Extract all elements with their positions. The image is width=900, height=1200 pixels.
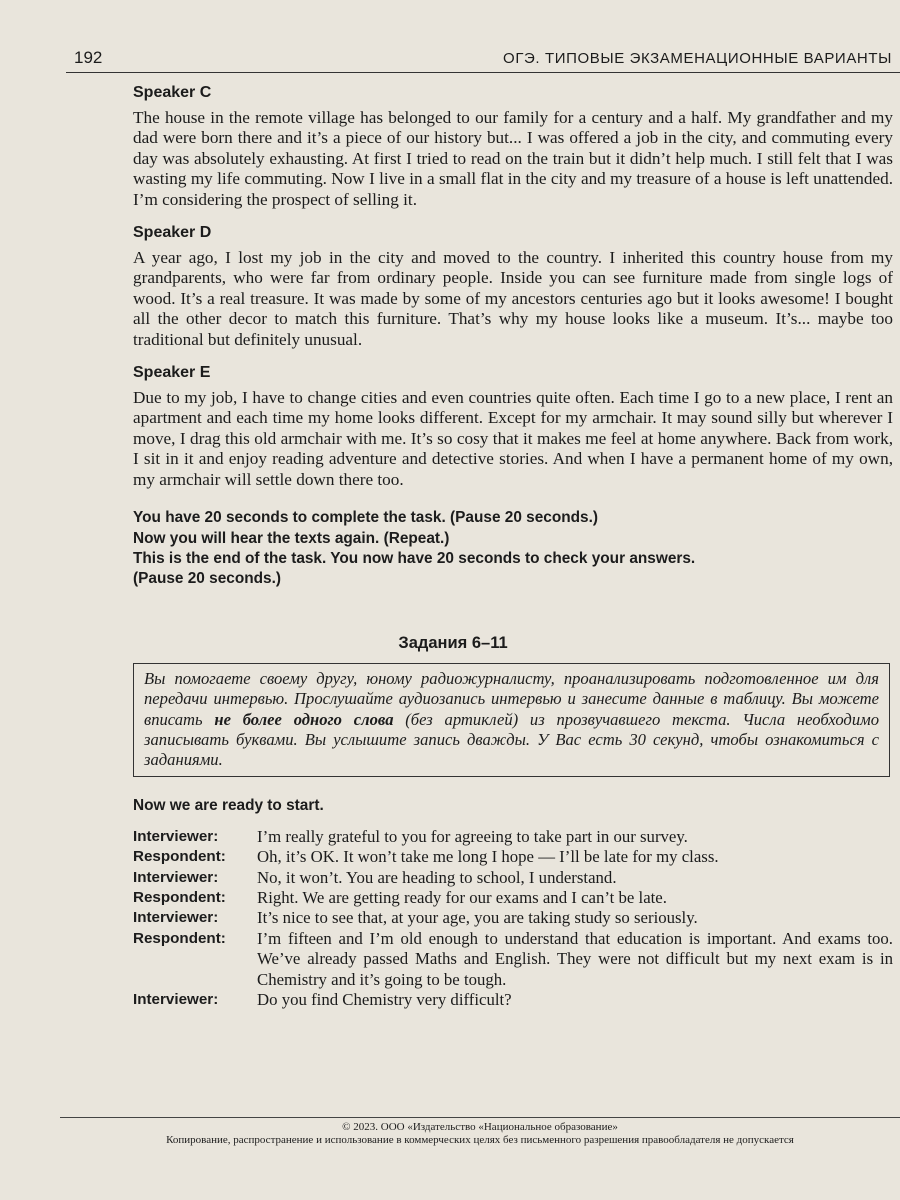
speaker-text: Due to my job, I have to change cities and even countries quite often. Each time I go to a new place, I rent an apartment and each time my home looks different. Except for my armchair. It may sound silly but wherever I move, I drag this old armchair with me. It’s so cosy that it makes me feel at home anywhere. Back from work, I sit in it and enjoy reading adventure and detective stories. And when I have a permanent home of my own, my armchair will settle down there too. [133,388,893,489]
running-title: ОГЭ. ТИПОВЫЕ ЭКЗАМЕНАЦИОННЫЕ ВАРИАНТЫ [503,50,892,67]
speaker-c-block [133,84,893,210]
dialogue-row [133,827,893,847]
dialogue-row [133,888,893,908]
task-text: Вы помогаете своему другу, юному радиожурналисту, проанализировать подготовленное им для передачи интервью. Прослушайте аудиозапись интервью и занесите данные в таблицу. Вы можете вписать [144,668,879,729]
dialogue-line: It’s nice to see that, at your age, you are taking study so seriously. [257,908,698,928]
speaker-text: The house in the remote village has belonged to our family for a century and a half. My grandfather and my dad were born there and it’s a piece of our history but... I was offered a job in the city, and commuting every day was absolutely exhausting. At first I tried to read on the train but it didn’t help much. I still felt that I was wasting my life commuting. Now I live in a small flat in the city and my treasure of a house is left unattended. I’m considering the prospect of selling it. [133,108,893,209]
instructions [133,508,893,590]
dialogue-line: No, it won’t. You are heading to school, I understand. [257,867,617,887]
page-number: 192 [74,48,103,67]
dialogue-row [133,990,893,1010]
dialogue-row [133,908,893,928]
dialogue-line: Do you find Chemistry very difficult? [257,990,512,1009]
dialogue-line: I’m fifteen and I’m old enough to understand that education is important. And exams too. We’ve already passed Maths and English. They were not difficult but my next exam is in Chemistry and it’s going to be tough. [257,928,893,989]
instruction-line: You have 20 seconds to complete the task. (Pause 20 seconds.) [133,509,599,527]
dialogue-role: Interviewer: [133,991,219,1008]
task-text-emphasis: не более одного слова [214,709,394,729]
page-footer [60,1117,900,1147]
footer-divider [60,1117,900,1118]
page-content [133,84,893,1010]
speaker-heading: Speaker E [133,364,211,382]
dialogue-role: Interviewer: [133,827,219,845]
task-text: (без артиклей) из прозвучавшего текста. Числа необходимо записывать буквами. Вы услышите запись дважды. У Вас есть 30 секунд, чтобы ознакомиться с заданиями. [144,709,880,770]
dialogue-row [133,847,893,867]
dialogue-row [133,868,893,888]
instruction-line: This is the end of the task. You now have 20 seconds to check your answers. [133,549,696,567]
ready-line: Now we are ready to start. [133,796,324,814]
copyright-line: © 2023. ООО «Издательство «Национальное образование» [342,1121,618,1133]
instruction-line: Now you will hear the texts again. (Repeat.) [133,529,450,547]
speaker-heading: Speaker D [133,224,212,242]
speaker-d-block [133,224,893,350]
dialogue-role: Interviewer: [133,868,219,886]
dialogue-row [133,929,893,990]
speaker-text: A year ago, I lost my job in the city and moved to the country. I inherited this country house from my grandparents, who were far from ordinary people. Inside you can see furniture made from single logs of wood. It’s a real treasure. It was made by some of my ancestors centuries ago but it looks awesome! I bought all the other decor to match this furniture. That’s why my house looks like a museum. It’s... maybe too traditional but definitely unusual. [133,248,893,349]
dialogue-line: Right. We are getting ready for our exams and I can’t be late. [257,887,667,907]
header-divider [66,72,900,73]
speaker-e-block [133,364,893,490]
dialogue-line: I’m really grateful to you for agreeing to take part in our survey. [257,826,688,846]
dialogue-role: Respondent: [133,929,226,947]
section-title: Задания 6–11 [398,633,508,652]
speaker-heading: Speaker C [133,84,212,101]
instruction-line: (Pause 20 seconds.) [133,570,281,588]
dialogue-role: Interviewer: [133,909,219,927]
dialogue-role: Respondent: [133,848,226,866]
dialogue [133,827,893,1011]
page-header [0,40,900,76]
task-instructions-box [133,663,890,777]
copyright-notice: Копирование, распространение и использование в коммерческих целях без письменного разрешения правообладателя не допускается [166,1134,794,1146]
dialogue-role: Respondent: [133,888,226,906]
dialogue-line: Oh, it’s OK. It won’t take me long I hope — I’ll be late for my class. [257,847,719,867]
